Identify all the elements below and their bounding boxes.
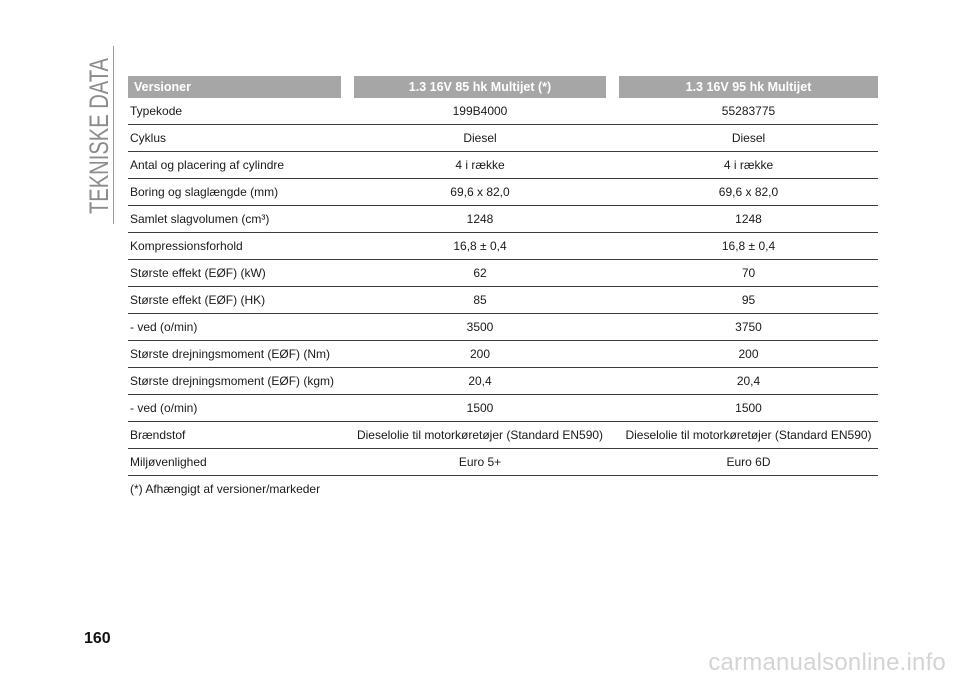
table-row xyxy=(128,422,878,449)
value-95hk: Dieselolie til motorkøretøjer (Standard EN590) xyxy=(625,428,872,442)
value-85hk: 3500 xyxy=(466,320,494,334)
value-85hk: 1500 xyxy=(466,401,494,415)
table-row xyxy=(128,152,878,179)
value-95hk: 55283775 xyxy=(721,104,776,118)
value-85hk: 62 xyxy=(473,266,487,280)
section-divider xyxy=(113,46,114,224)
value-85hk: Dieselolie til motorkøretøjer (Standard EN590) xyxy=(356,428,604,442)
value-95hk: 200 xyxy=(738,347,759,361)
row-label: Samlet slagvolumen (cm³) xyxy=(130,212,270,226)
value-85hk: 200 xyxy=(469,347,491,361)
row-label: Største effekt (EØF) (HK) xyxy=(130,293,266,307)
section-title-text: TEKNISKE DATA xyxy=(84,4,114,214)
value-95hk: Diesel xyxy=(731,131,766,145)
value-85hk: 85 xyxy=(473,293,487,307)
table-row xyxy=(128,179,878,206)
footnote: (*) Afhængigt af versioner/markeder xyxy=(130,482,321,496)
value-95hk: 95 xyxy=(741,293,756,307)
row-label: Antal og placering af cylindre xyxy=(130,158,285,172)
spec-table xyxy=(128,76,878,496)
row-label: Største drejningsmoment (EØF) (Nm) xyxy=(130,347,331,361)
table-row xyxy=(128,287,878,314)
value-95hk: Euro 6D xyxy=(726,455,771,469)
table-row xyxy=(128,125,878,152)
table-row xyxy=(128,341,878,368)
value-85hk: 16,8 ± 0,4 xyxy=(453,239,507,253)
row-label: Typekode xyxy=(130,104,183,118)
row-label: - ved (o/min) xyxy=(130,401,198,415)
value-95hk: 1248 xyxy=(735,212,762,226)
table-row xyxy=(128,368,878,395)
value-95hk: 16,8 ± 0,4 xyxy=(721,239,776,253)
value-85hk: 69,6 x 82,0 xyxy=(450,185,510,199)
table-row xyxy=(128,314,878,341)
value-85hk: 20,4 xyxy=(468,374,492,388)
row-label: Største drejningsmoment (EØF) (kgm) xyxy=(130,374,335,388)
row-label: Boring og slaglængde (mm) xyxy=(130,185,279,199)
watermark: carmanualsonline.info xyxy=(708,649,946,676)
row-label: Miljøvenlighed xyxy=(130,455,207,469)
header-version-85hk: 1.3 16V 85 hk Multijet (*) xyxy=(354,76,606,98)
value-95hk: 3750 xyxy=(735,320,762,334)
row-label: Brændstof xyxy=(130,428,186,442)
table-row xyxy=(128,206,878,233)
table-header xyxy=(128,76,878,98)
value-95hk: 4 i række xyxy=(723,158,774,172)
value-85hk: Diesel xyxy=(463,131,497,145)
table-row xyxy=(128,449,878,476)
row-label: Kompressionsforhold xyxy=(130,239,243,253)
value-95hk: 1500 xyxy=(735,401,762,415)
row-label: Cyklus xyxy=(130,131,167,145)
value-85hk: 4 i række xyxy=(455,158,505,172)
table-row xyxy=(128,395,878,422)
value-85hk: 1248 xyxy=(466,212,494,226)
table-row xyxy=(128,260,878,287)
value-85hk: 199B4000 xyxy=(452,104,508,118)
table-row xyxy=(128,98,878,125)
value-95hk: 20,4 xyxy=(736,374,761,388)
page-number: 160 xyxy=(84,630,111,647)
table-row xyxy=(128,233,878,260)
header-version-95hk: 1.3 16V 95 hk Multijet xyxy=(619,76,878,98)
section-title xyxy=(84,4,114,216)
header-versions: Versioner xyxy=(128,76,341,98)
table-body xyxy=(128,98,878,476)
value-85hk: Euro 5+ xyxy=(458,455,502,469)
value-95hk: 70 xyxy=(741,266,756,280)
row-label: - ved (o/min) xyxy=(130,320,198,334)
row-label: Største effekt (EØF) (kW) xyxy=(130,266,266,280)
value-95hk: 69,6 x 82,0 xyxy=(718,185,779,199)
